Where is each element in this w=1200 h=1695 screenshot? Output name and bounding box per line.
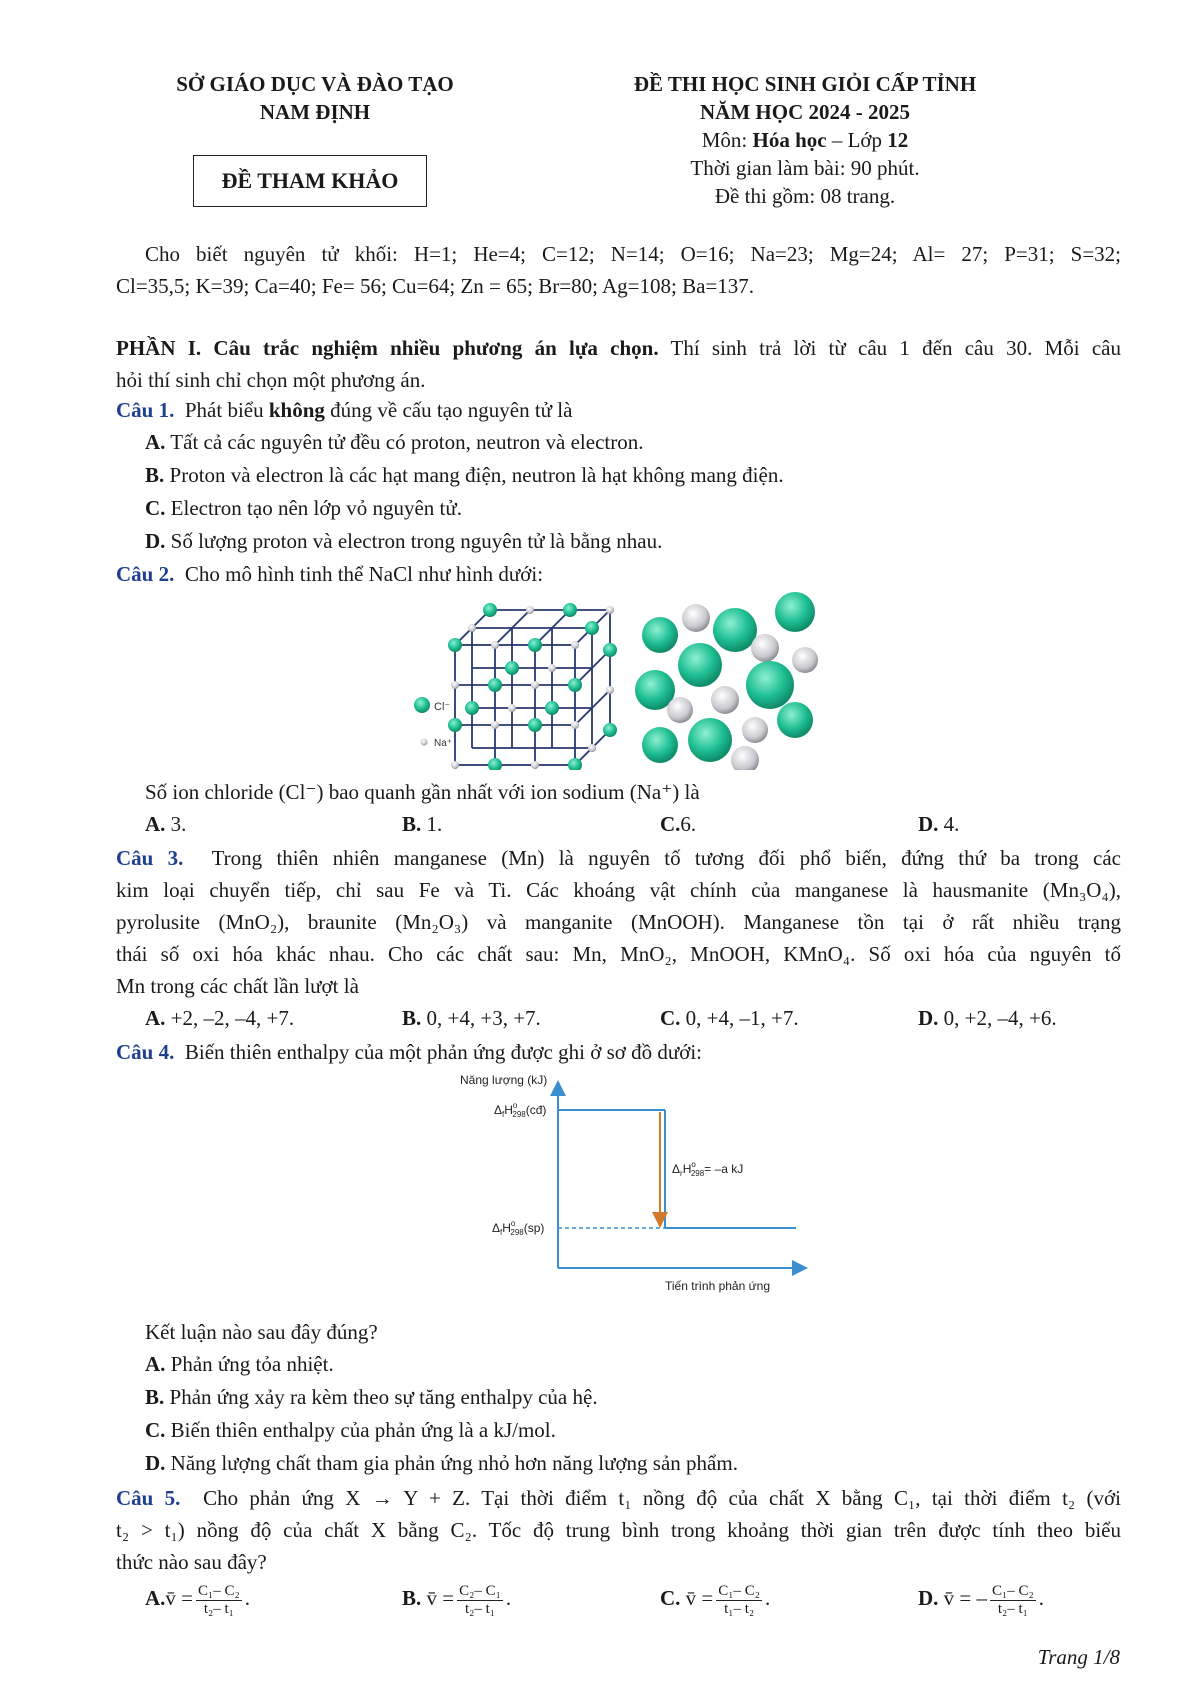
- q4-option-d[interactable]: D. Năng lượng chất tham gia phản ứng nhỏ hơn năng lượng sản phẩm.: [145, 1451, 738, 1475]
- page-count: Đề thi gồm: 08 trang.: [714, 184, 896, 208]
- q5-option-d[interactable]: D. v̄ = – $\frac{\text{C₁– C₂}}{\text{t₂– t₁}}$ .: [918, 1582, 1044, 1617]
- part1-heading: PHẦN I. Câu trắc nghiệm nhiều phương án lựa chọn. Thí sinh trả lời từ câu 1 đến câu 30. Mỗi câu: [116, 336, 1121, 360]
- question-2: Câu 2. Cho mô hình tinh thể NaCl như hình dưới:: [116, 562, 544, 586]
- reactant-label: $\Delta_fH^o$ 298(cđ): [494, 1101, 547, 1119]
- q1-option-c[interactable]: C. Electron tạo nên lớp vỏ nguyên tử.: [145, 496, 463, 520]
- q2-option-b[interactable]: B. 1.: [402, 812, 443, 836]
- q3-option-b[interactable]: B. 0, +4, +3, +7.: [402, 1006, 541, 1030]
- exam-title: ĐỀ THI HỌC SINH GIỎI CẤP TỈNH: [633, 72, 977, 96]
- atomic-mass-line2: Cl=35,5; K=39; Ca=40; Fe= 56; Cu=64; Zn = 65; Br=80; Ag=108; Ba=137.: [116, 274, 755, 298]
- question-3: Câu 3. Trong thiên nhiên manganese (Mn) là nguyên tố tương đối phổ biến, đứng thứ ba trong các: [116, 846, 1121, 870]
- x-axis-label: Tiến trình phản ứng: [665, 1279, 770, 1293]
- q1-option-d[interactable]: D. Số lượng proton và electron trong nguyên tử là bằng nhau.: [145, 529, 663, 553]
- q2-question: Số ion chloride (Cl⁻) bao quanh gần nhất với ion sodium (Na⁺) là: [145, 780, 700, 804]
- y-axis-label: Năng lượng (kJ): [460, 1073, 548, 1087]
- q2-option-c[interactable]: C.6.: [660, 812, 697, 836]
- q1-option-b[interactable]: B. Proton và electron là các hạt mang điện, neutron là hạt không mang điện.: [145, 463, 784, 487]
- q3-line3: pyrolusite (MnO₂), braunite (Mn₂O₃) và manganite (MnOOH). Manganese tồn tại ở rất nhiều trạng: [116, 910, 1121, 934]
- q5-line3: thức nào sau đây?: [116, 1550, 267, 1574]
- q5-line2: t₂ > t₁) nồng độ của chất X bằng C₂. Tốc độ trung bình trong khoảng thời gian trên được tính theo biểu: [116, 1518, 1121, 1542]
- q3-option-a[interactable]: A. +2, –2, –4, +7.: [145, 1006, 295, 1030]
- q3-line4: thái số oxi hóa khác nhau. Cho các chất sau: Mn, MnO₂, MnOOH, KMnO₄. Số oxi hóa của nguyên tố: [116, 942, 1121, 966]
- q4-option-c[interactable]: C. Biến thiên enthalpy của phản ứng là a kJ/mol.: [145, 1418, 556, 1442]
- q4-question: Kết luận nào sau đây đúng?: [145, 1320, 378, 1344]
- exam-header: [590, 70, 1020, 210]
- dept-line2: NAM ĐỊNH: [259, 100, 371, 124]
- product-label: $\Delta_fH^o$ 298(sp): [492, 1219, 545, 1237]
- question-4: Câu 4. Biến thiên enthalpy của một phản ứng được ghi ở sơ đồ dưới:: [116, 1040, 703, 1064]
- q5-option-b[interactable]: B. v̄ = $\frac{\text{C₂– C₁}}{\text{t₂– t₁}}$ .: [402, 1582, 512, 1617]
- q3-line2: kim loại chuyển tiếp, chỉ sau Fe và Ti. Các khoáng vật chính của manganese là hausmanite (Mn₃O₄),: [116, 878, 1121, 902]
- q4-option-b[interactable]: B. Phản ứng xảy ra kèm theo sự tăng enthalpy của hệ.: [145, 1385, 598, 1409]
- q3-option-d[interactable]: D. 0, +2, –4, +6.: [918, 1006, 1057, 1030]
- legend-na-label: Na⁺: [434, 738, 453, 749]
- page-number: Trang 1/8: [1037, 1645, 1120, 1669]
- legend-na-swatch: [421, 739, 428, 746]
- dept-line1: SỞ GIÁO DỤC VÀ ĐÀO TẠO: [176, 72, 454, 96]
- nacl-crystal-figure: [400, 590, 860, 770]
- enthalpy-diagram: [440, 1068, 820, 1308]
- school-year: NĂM HỌC 2024 - 2025: [700, 100, 910, 124]
- q2-option-a[interactable]: A. 3.: [145, 812, 187, 836]
- space-filling-model: [635, 592, 818, 770]
- delta-label: $\Delta_rH^o$ 298= –a kJ: [672, 1160, 744, 1178]
- legend-cl-label: Cl⁻: [434, 701, 451, 713]
- department-header: [150, 70, 480, 126]
- q4-option-a[interactable]: A. Phản ứng tỏa nhiệt.: [145, 1352, 334, 1376]
- q3-option-c[interactable]: C. 0, +4, –1, +7.: [660, 1006, 799, 1030]
- q5-option-c[interactable]: C. v̄ = $\frac{\text{C₁– C₂}}{\text{t₁– t₂}}$ .: [660, 1582, 771, 1617]
- question-5: Câu 5. Cho phản ứng X → Y + Z. Tại thời điểm t₁ nồng độ của chất X bằng C₁, tại thời điểm t₂ (với: [116, 1486, 1121, 1510]
- question-1: Câu 1. Phát biểu không đúng về cấu tạo nguyên tử là: [116, 398, 573, 422]
- q5-option-a[interactable]: A.v̄ = $\frac{\text{C₁– C₂}}{\text{t₂– t₁}}$ .: [145, 1582, 250, 1617]
- reference-box: ĐỀ THAM KHẢO: [193, 155, 427, 207]
- q3-line5: Mn trong các chất lần lượt là: [116, 974, 359, 998]
- atomic-mass-line1: Cho biết nguyên tử khối: H=1; He=4; C=12; N=14; O=16; Na=23; Mg=24; Al= 27; P=31; S=32;: [145, 242, 1121, 266]
- q2-option-d[interactable]: D. 4.: [918, 812, 960, 836]
- subject-line: Môn: Hóa học – Lớp 12: [701, 128, 909, 152]
- q1-option-a[interactable]: A. Tất cả các nguyên tử đều có proton, neutron và electron.: [145, 430, 644, 454]
- legend-cl-swatch: [414, 697, 430, 713]
- part1-intro: hỏi thí sinh chỉ chọn một phương án.: [116, 368, 426, 392]
- duration: Thời gian làm bài: 90 phút.: [690, 156, 920, 180]
